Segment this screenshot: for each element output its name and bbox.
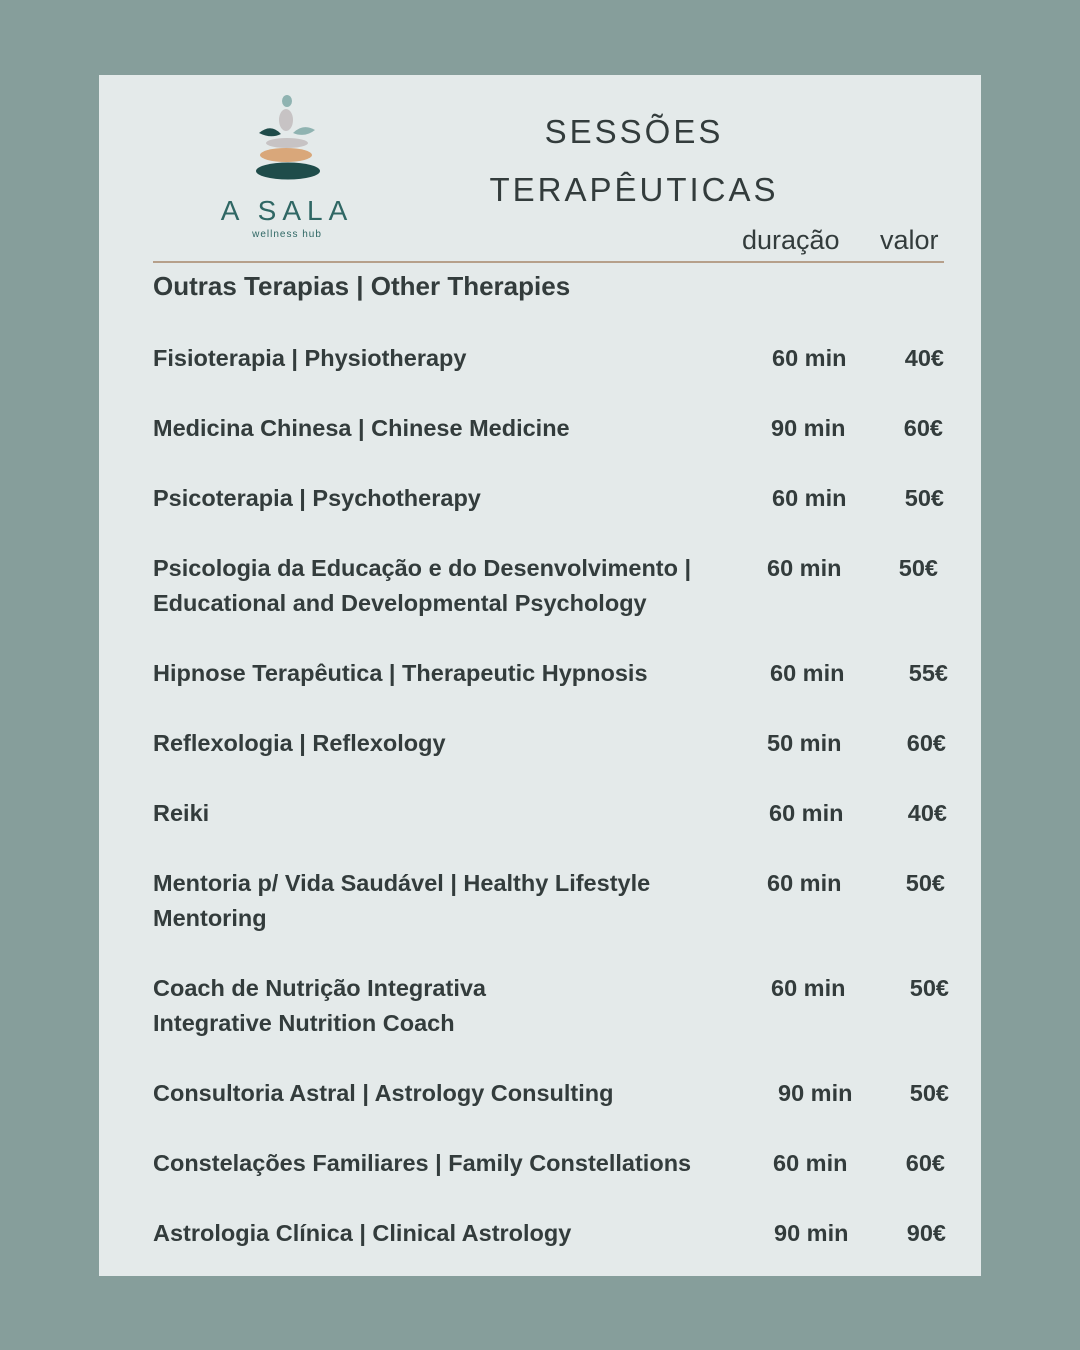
service-name: Medicina Chinesa | Chinese Medicine bbox=[153, 415, 570, 441]
section-title: Outras Terapias | Other Therapies bbox=[153, 271, 571, 301]
service-price: 60€ bbox=[905, 1150, 945, 1176]
service-duration: 60 min bbox=[772, 485, 847, 511]
service-price: 90€ bbox=[906, 1220, 946, 1246]
service-duration: 60 min bbox=[773, 1150, 848, 1176]
service-name: Psicoterapia | Psychotherapy bbox=[153, 485, 481, 511]
service-duration: 90 min bbox=[774, 1220, 849, 1246]
service-price: 50€ bbox=[909, 975, 949, 1001]
service-price: 50€ bbox=[898, 555, 938, 581]
service-name: Mentoria p/ Vida Saudável | Healthy Lifestyle Mentoring bbox=[153, 870, 651, 931]
service-duration: 90 min bbox=[771, 415, 846, 441]
price-card bbox=[99, 75, 981, 1276]
brand-name: A SALA bbox=[220, 195, 354, 226]
service-duration: 90 min bbox=[778, 1080, 853, 1106]
header-divider bbox=[153, 261, 944, 263]
brand-tagline: wellness hub bbox=[252, 229, 322, 240]
service-name: Constelações Familiares | Family Constellations bbox=[153, 1150, 692, 1176]
column-header-value: valor bbox=[880, 225, 939, 255]
service-price: 40€ bbox=[907, 800, 947, 826]
service-price: 40€ bbox=[904, 345, 944, 371]
service-name: Hipnose Terapêutica | Therapeutic Hypnosis bbox=[153, 660, 648, 686]
title-line-1: SESSÕES bbox=[544, 113, 724, 150]
stacked-stones-icon bbox=[219, 93, 355, 197]
service-price: 50€ bbox=[909, 1080, 949, 1106]
service-name: Reflexologia | Reflexology bbox=[153, 730, 446, 756]
column-header-duration: duração bbox=[742, 225, 840, 255]
service-price: 60€ bbox=[906, 730, 946, 756]
service-duration: 60 min bbox=[772, 345, 847, 371]
brand-logo bbox=[219, 93, 355, 240]
service-duration: 60 min bbox=[769, 800, 844, 826]
service-duration: 50 min bbox=[767, 730, 842, 756]
service-duration: 60 min bbox=[770, 660, 845, 686]
service-price: 55€ bbox=[908, 660, 948, 686]
service-duration: 60 min bbox=[767, 555, 842, 581]
service-name: Astrologia Clínica | Clinical Astrology bbox=[153, 1220, 572, 1246]
service-duration: 60 min bbox=[771, 975, 846, 1001]
service-name: Reiki bbox=[153, 800, 210, 826]
service-name: Consultoria Astral | Astrology Consulting bbox=[153, 1080, 614, 1106]
service-price: 60€ bbox=[903, 415, 943, 441]
service-name: Coach de Nutrição Integrativa Integrative Nutrition Coach bbox=[153, 975, 486, 1036]
page-title bbox=[439, 103, 829, 219]
service-price: 50€ bbox=[904, 485, 944, 511]
service-name: Fisioterapia | Physiotherapy bbox=[153, 345, 467, 371]
service-price: 50€ bbox=[905, 870, 945, 896]
service-name: Psicologia da Educação e do Desenvolvimento | Educational and Developmental Psychology bbox=[153, 555, 692, 616]
service-duration: 60 min bbox=[767, 870, 842, 896]
title-line-2: TERAPÊUTICAS bbox=[489, 171, 779, 208]
